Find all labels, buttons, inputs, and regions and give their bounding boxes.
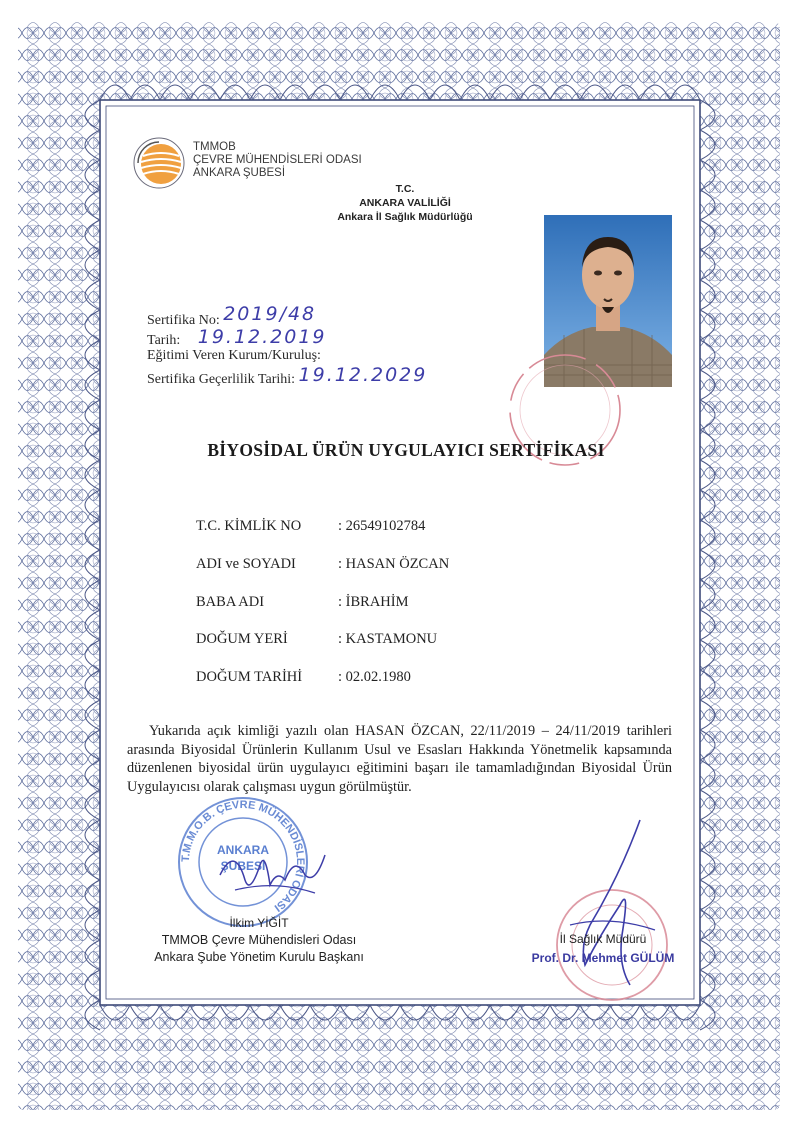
valilik-label: ANKARA VALİLİĞİ: [359, 197, 451, 209]
identity-value: : 26549102784: [338, 518, 426, 534]
identity-label: DOĞUM TARİHİ: [196, 669, 303, 685]
kurum-label: Eğitimi Veren Kurum/Kuruluş:: [147, 348, 321, 363]
right-signature: [560, 815, 670, 995]
identity-value: : HASAN ÖZCAN: [338, 556, 450, 572]
left-signature-block: [128, 915, 390, 966]
right-signer-title: İl Sağlık Müdürü: [559, 932, 647, 946]
left-signer-name: İlkim YİĞİT: [229, 916, 289, 930]
gecerlilik-value: 19.12.2029: [298, 364, 428, 386]
org-line3: ANKARA ŞUBESİ: [193, 167, 286, 179]
sertifika-no-label: Sertifika No:: [147, 313, 220, 328]
org-name: [193, 141, 362, 180]
identity-value: : 02.02.1980: [338, 669, 411, 685]
mudurluk-label: Ankara İl Sağlık Müdürlüğü: [337, 211, 473, 223]
right-signature-block: [528, 932, 678, 965]
identity-value-wrap: [338, 555, 449, 573]
identity-value-wrap: [338, 517, 425, 535]
tarih-value: 19.12.2019: [197, 326, 327, 348]
left-signature: [215, 835, 335, 905]
tmmob-logo: [132, 136, 186, 190]
stamp-ring-text: T.M.M.O.B. ÇEVRE MÜHENDİSLERİ ODASI: [179, 798, 307, 914]
left-signer-line2: Ankara Şube Yönetim Kurulu Başkanı: [154, 950, 364, 964]
sertifika-no-value: 2019/48: [223, 303, 317, 325]
stamp-center-line1: ANKARA: [217, 843, 269, 857]
identity-row: [196, 517, 301, 535]
identity-value: : KASTAMONU: [338, 631, 438, 647]
org-line2: ÇEVRE MÜHENDİSLERİ ODASI: [193, 154, 362, 166]
identity-row: [196, 668, 302, 686]
certificate-paragraph: Yukarıda açık kimliği yazılı olan HASAN ÖZCAN, 22/11/2019 – 24/11/2019 tarihleri arasında Biyosidal Ürünlerin Kullanım Usul ve Esasları Hakkında Yönetmelik kapsamında düzenlenen biyosidal ürün uygulayıcı eğitimini başarı ile tamamladığından Biyosidal Ürün Uygulayıcısı olarak çalışması uygun görülmüştür.: [127, 723, 672, 795]
identity-label: T.C. KİMLİK NO: [196, 518, 302, 534]
org-line1: TMMOB: [193, 141, 236, 153]
identity-label: BABA ADI: [196, 594, 265, 610]
gecerlilik-label: Sertifika Geçerlilik Tarihi:: [147, 372, 296, 387]
kurum-row: [147, 348, 321, 364]
identity-row: [196, 593, 264, 611]
identity-label: ADI ve SOYADI: [196, 556, 296, 572]
certificate-title: BİYOSİDAL ÜRÜN UYGULAYICI SERTİFİKASI: [207, 440, 605, 460]
tarih-row: [147, 327, 327, 349]
identity-value-wrap: [338, 668, 411, 686]
identity-value-wrap: [338, 593, 409, 611]
identity-row: [196, 630, 288, 648]
tc-label: T.C.: [395, 183, 415, 195]
right-signer-name: Prof. Dr. Mehmet GÜLÜM: [531, 951, 675, 965]
ministry-header: [300, 182, 510, 224]
identity-value-wrap: [338, 630, 437, 648]
identity-value: : İBRAHİM: [338, 594, 409, 610]
stamp-center-line2: ŞUBESİ: [220, 859, 266, 873]
tmmob-logo-mark: [132, 136, 186, 190]
left-signer-line1: TMMOB Çevre Mühendisleri Odası: [161, 933, 357, 947]
identity-row: [196, 555, 296, 573]
identity-label: DOĞUM YERİ: [196, 631, 288, 647]
tarih-label: Tarih:: [147, 333, 181, 348]
gecerlilik-row: [147, 366, 427, 388]
